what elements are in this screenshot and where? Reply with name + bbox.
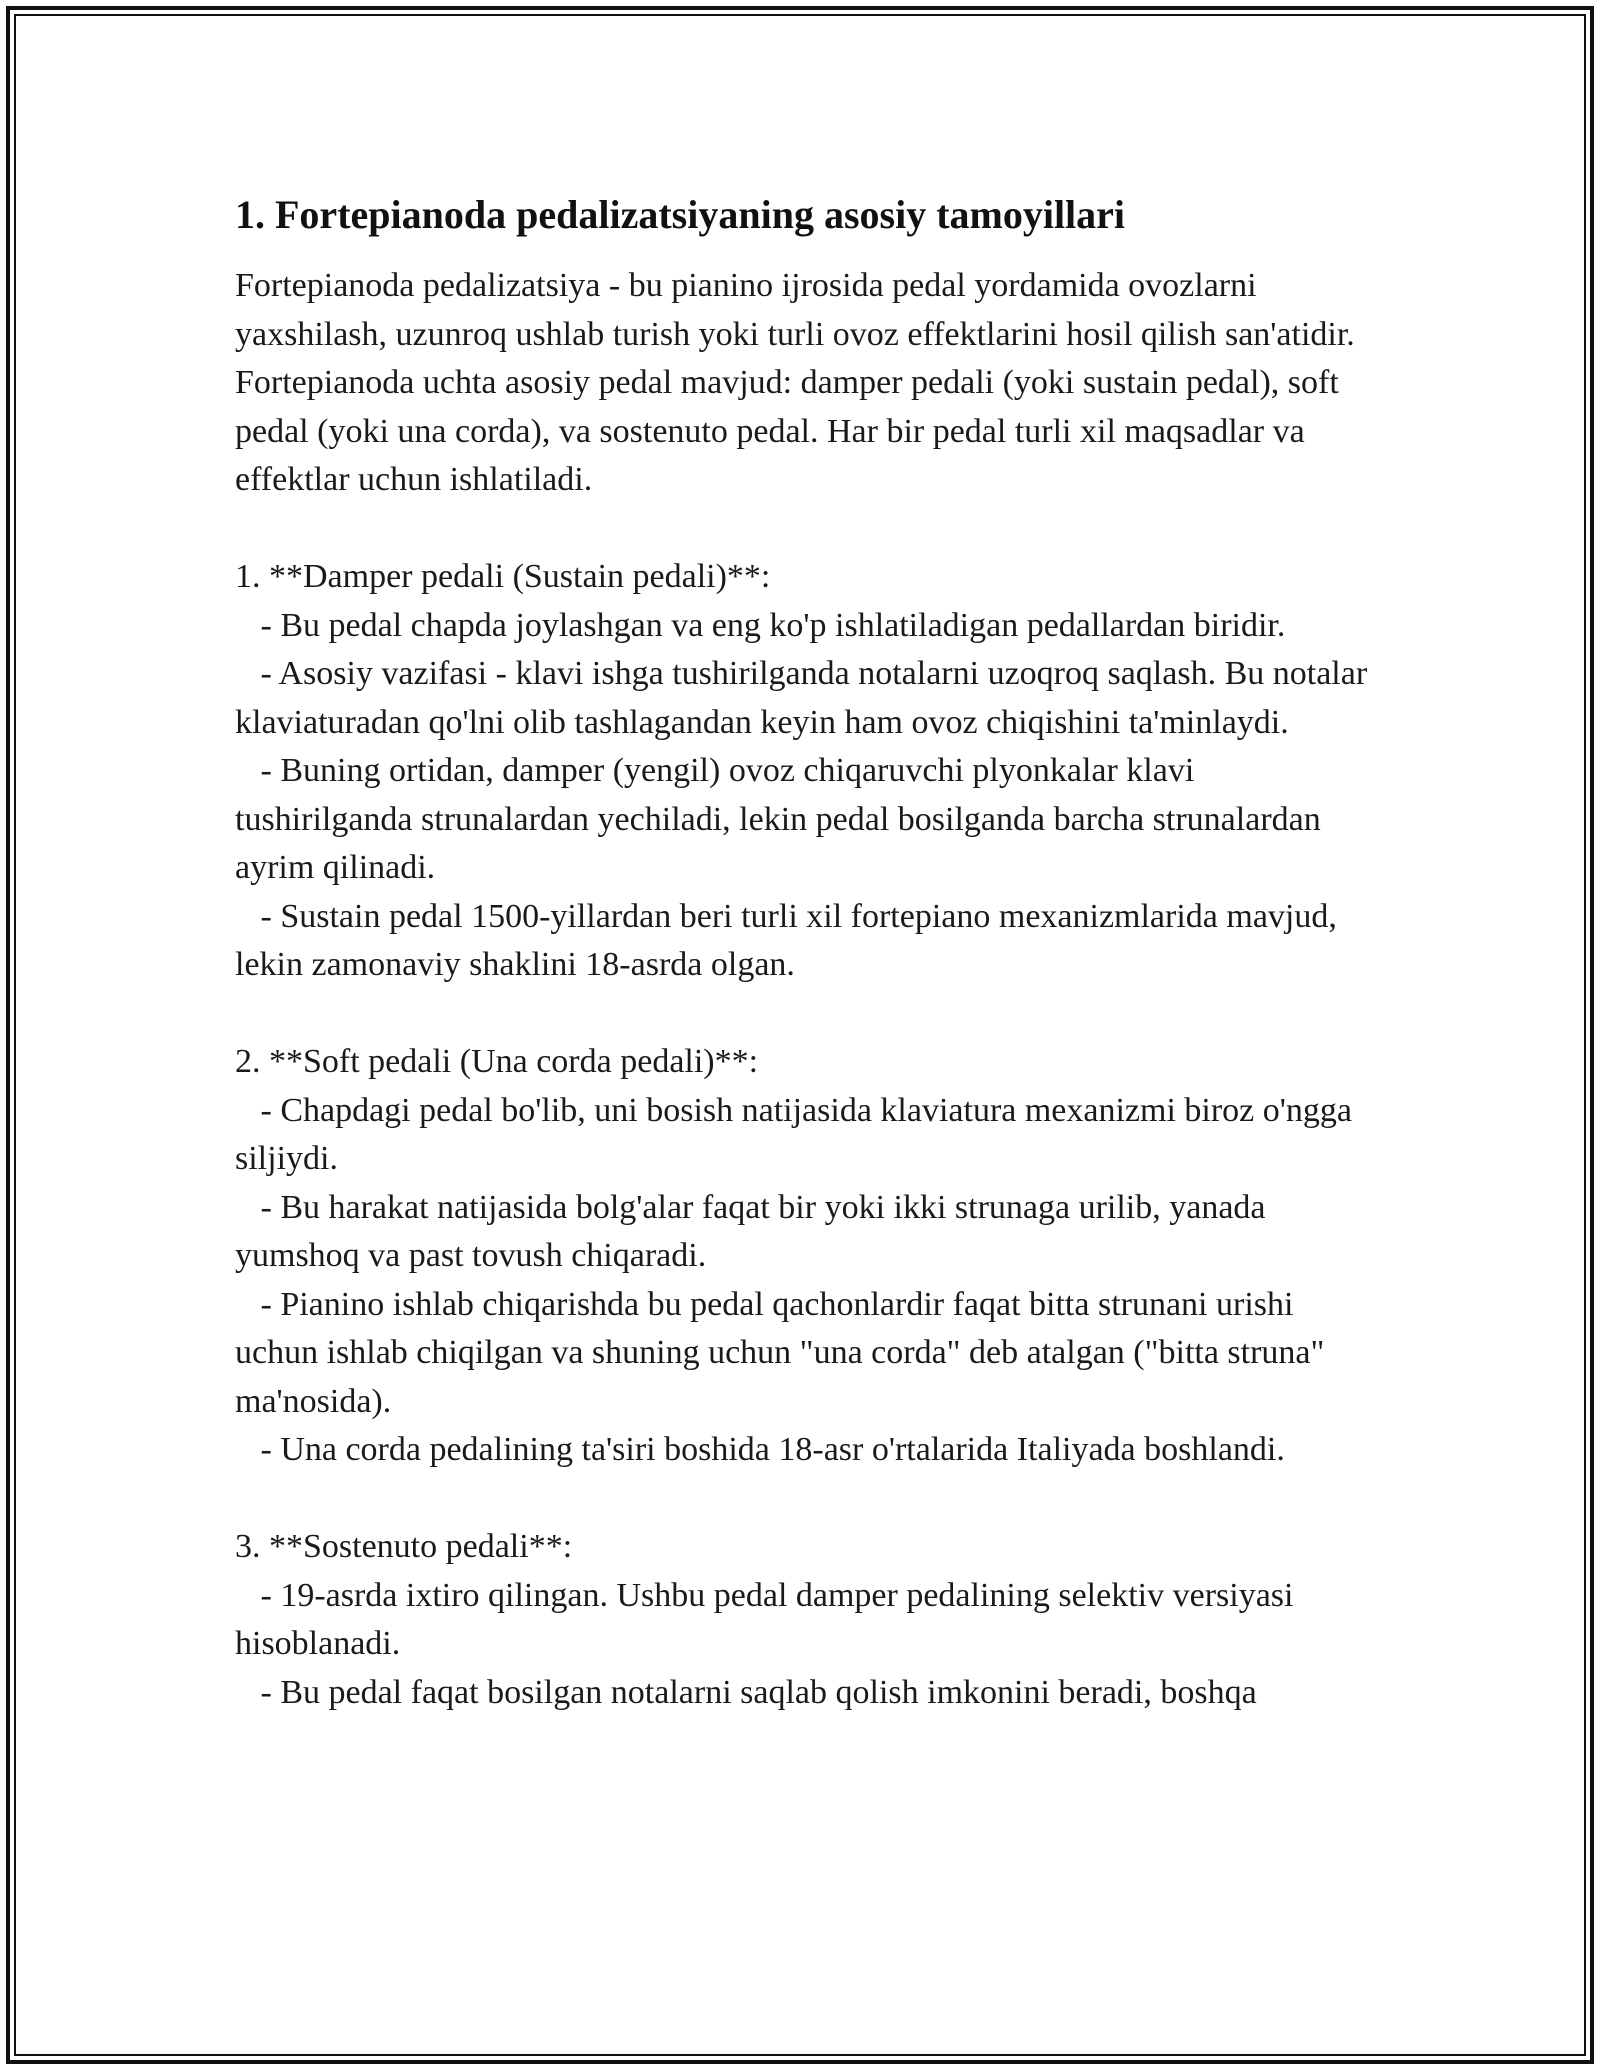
section-heading: 2. **Soft pedali (Una corda pedali)**: [235,1043,759,1080]
document-title: 1. Fortepianoda pedalizatsiyaning asosiy tamoyillari [235,192,1126,237]
section-damper-pedal [235,553,1375,990]
section-heading: 1. **Damper pedali (Sustain pedali)**: [235,558,771,595]
list-item: - Chapdagi pedal bo'lib, uni bosish natijasida klaviatura mexanizmi biroz o'ngga siljiydi. [235,1091,1361,1177]
list-item: - Bu harakat natijasida bolg'alar faqat bir yoki ikki strunaga urilib, yanada yumshoq va past tovush chiqaradi. [235,1188,1275,1274]
list-item: - 19-asrda ixtiro qilingan. Ushbu pedal damper pedalining selektiv versiyasi hisoblanadi. [235,1576,1302,1662]
list-item: - Buning ortidan, damper (yengil) ovoz chiqaruvchi plyonkalar klavi tushirilganda strunalardan yechiladi, lekin pedal bosilganda barcha strunalardan ayrim qilinadi. [235,752,1330,886]
list-item: - Pianino ishlab chiqarishda bu pedal qachonlardir faqat bitta strunani urishi uchun ishlab chiqilgan va shuning uchun "una corda" deb atalgan ("bitta struna" ma'nosida). [235,1285,1333,1420]
list-item: - Bu pedal chapda joylashgan va eng ko'p ishlatiladigan pedallardan biridir. [235,606,1286,644]
section-soft-pedal [235,1038,1375,1475]
list-item: - Sustain pedal 1500-yillardan beri turli xil fortepiano mexanizmlarida mavjud, lekin zamonaviy shaklini 18-asrda olgan. [235,897,1346,983]
list-item: - Asosiy vazifasi - klavi ishga tushirilganda notalarni uzoqroq saqlash. Bu notalar klaviaturadan qo'lni olib tashlagandan keyin ham ovoz chiqishini ta'minlaydi. [235,655,1376,741]
intro-paragraph: Fortepianoda pedalizatsiya - bu pianino ijrosida pedal yordamida ovozlarni yaxshilash, uzunroq ushlab turish yoki turli ovoz effektlarini hosil qilish san'atidir. Fortepianoda uchta asosiy pedal mavjud: damper pedali (yoki sustain pedal), soft pedal (yoki una corda), va sostenuto pedal. Har bir pedal turli xil maqsadlar va effektlar uchun ishlatiladi. [235,267,1364,498]
list-item: - Bu pedal faqat bosilgan notalarni saqlab qolish imkonini beradi, boshqa [235,1673,1257,1711]
section-sostenuto-pedal [235,1523,1375,1717]
list-item: - Una corda pedalining ta'siri boshida 18-asr o'rtalarida Italiyada boshlandi. [235,1431,1285,1468]
section-heading: 3. **Sostenuto pedali**: [235,1528,573,1565]
document-body [235,186,1375,1717]
